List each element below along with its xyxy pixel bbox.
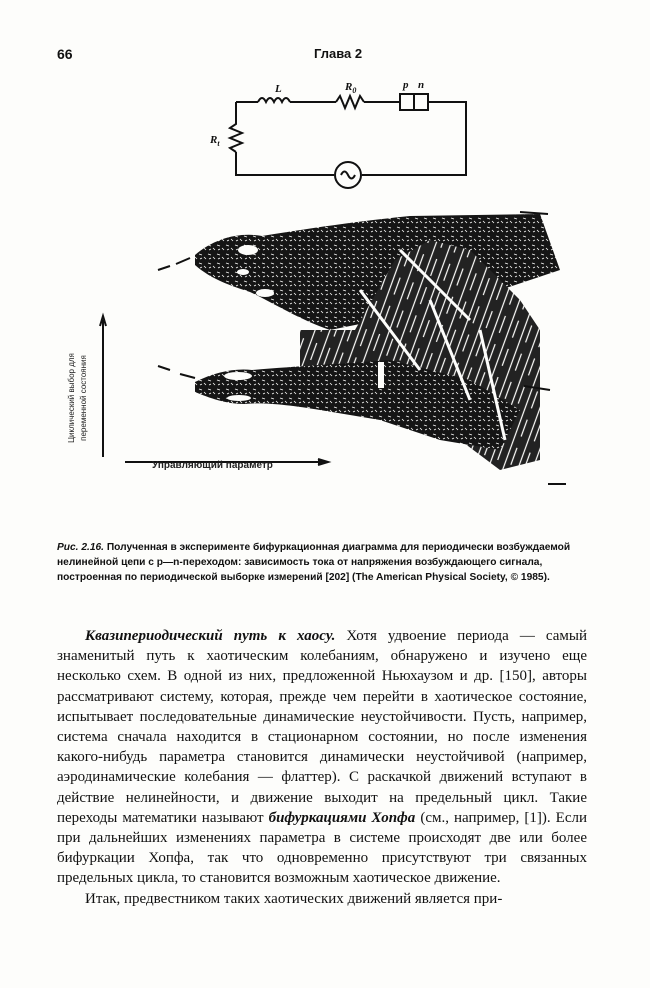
bif-right-dash-top: [520, 212, 548, 214]
y-axis-arrow: [100, 316, 106, 457]
label-r0: $R_0$: [345, 81, 357, 95]
bif-branch-lower-entry: [158, 366, 195, 378]
bif-lower-window-2: [227, 395, 251, 401]
y-axis-label: Циклический выбор для переменной состояния: [67, 353, 88, 443]
caption-text: Полученная в эксперименте бифуркационная диаграмма для периодически возбуждаемой нелинейной цепи с p—n-переходом: зависимость тока от напряжения возбуждающего сигнала, построенная по периодической выборке измерений [202] (The American Physical Society, © 1985).: [57, 542, 571, 583]
label-n: n: [418, 79, 425, 91]
label-p: p: [403, 79, 409, 91]
bif-lower-window-3: [378, 362, 384, 388]
term-hopf-bifurcations: бифуркациями Хопфа: [268, 809, 416, 826]
figure-caption: [57, 540, 587, 585]
page-number: 66: [57, 46, 73, 62]
figure-label: Рис. 2.16.: [57, 542, 105, 553]
body-text: [57, 626, 587, 909]
paragraph-2: Итак, предвестником таких хаотических движений является при-: [85, 890, 503, 907]
section-heading-inline: Квазипериодический путь к хаосу.: [85, 628, 336, 644]
bif-branch-upper-entry: [158, 258, 190, 270]
bif-upper-window-2: [256, 289, 274, 297]
label-inductor: L: [275, 83, 282, 95]
chapter-title: Глава 2: [314, 46, 363, 61]
paragraph-1: Квазипериодический путь к хаосу. Хотя удвоение периода — самый знаменитый путь к хаотическим колебаниям, обнаружено и изучено еще несколько схем. В одной из них, предложенной Ньюхаузом и др. [150], авторы рассматривают систему, которая, прежде чем перейти в хаотическое состояние, испытывает последовательные динамические неустойчивости. Пусть, например, система сначала находится в стационарном состоянии, но после изменения какого-нибудь параметра становится динамически неустойчивой (например, аэродинамические колебания — флаттер). С раскачкой движений вступают в действие нелинейности, и движение выходит на предельный цикл. Такие переходы математики называют бифуркациями Хопфа (см., например, [1]). Если при дальнейших изменениях параметра в системе происходят две или более бифуркации Хопфа, так что одновременно присутствуют три связанных предельных цикла, то становится возможным хаотическое движение.: [57, 628, 588, 887]
bif-upper-window-3: [237, 269, 249, 275]
label-rt: $R_t$: [210, 134, 220, 148]
x-axis-label: Управляющий параметр: [152, 460, 273, 471]
bif-upper-window-1: [238, 245, 258, 255]
bif-lower-window-1: [224, 372, 252, 380]
